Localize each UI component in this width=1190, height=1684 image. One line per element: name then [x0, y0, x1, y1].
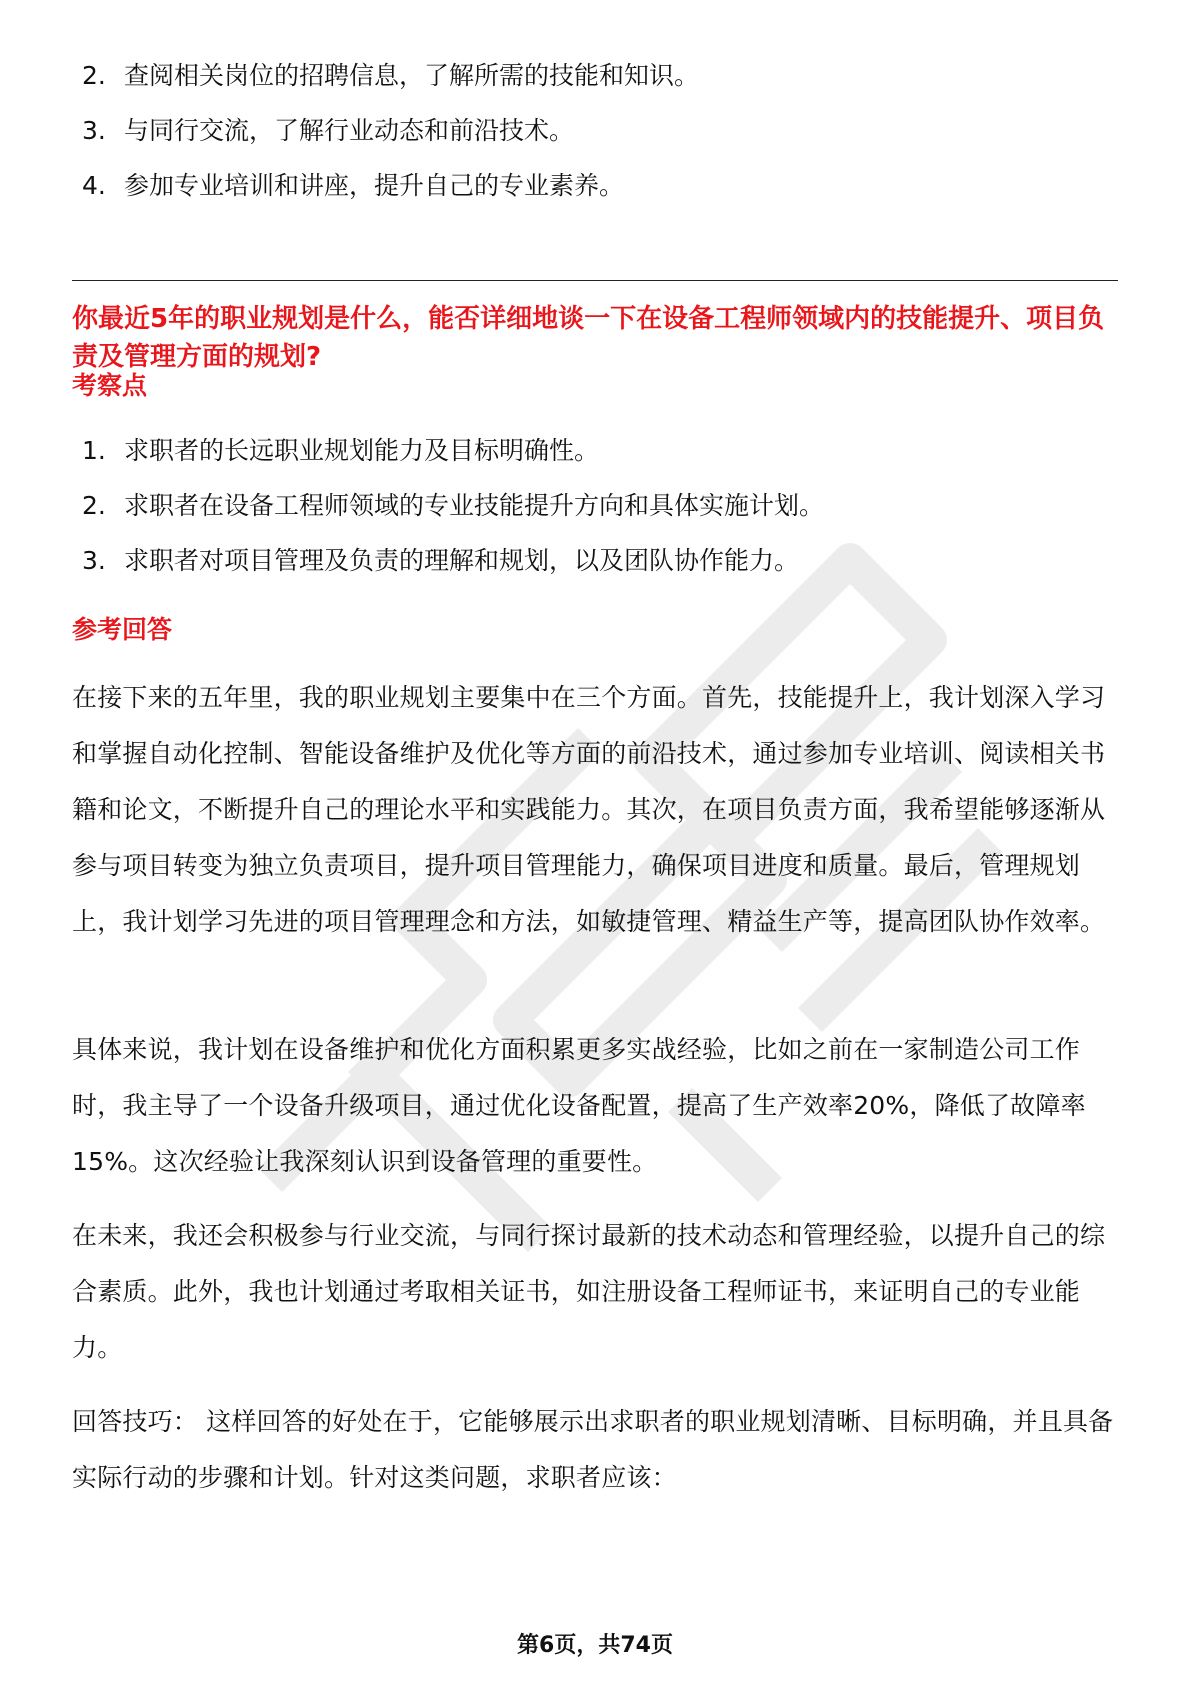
exam-points-heading: 考察点	[72, 371, 148, 400]
list-item-number: 4.	[82, 171, 106, 200]
answer-paragraph: 在接下来的五年里，我的职业规划主要集中在三个方面。首先，技能提升上，我计划深入学习和掌握自动化控制、智能设备维护及优化等方面的前沿技术，通过参加专业培训、阅读相关书籍和论文，不断提升自己的理论水平和实践能力。其次，在项目负责方面，我希望能够逐渐从参与项目转变为独立负责项目，提升项目管理能力，确保项目进度和质量。最后，管理规划上，我计划学习先进的项目管理理念和方法，如敏捷管理、精益生产等，提高团队协作效率。	[72, 683, 1106, 936]
list-item	[82, 113, 574, 149]
page-number-footer: 第6页，共74页	[517, 1633, 673, 1658]
list-item-number: 2.	[82, 491, 106, 520]
list-item-text: 求职者在设备工程师领域的专业技能提升方向和具体实施计划。	[124, 491, 825, 520]
list-item-text: 与同行交流，了解行业动态和前沿技术。	[124, 116, 575, 145]
interview-question: 你最近5年的职业规划是什么，能否详细地谈一下在设备工程师领域内的技能提升、项目负责及管理方面的规划?	[72, 304, 1105, 372]
list-item-text: 求职者对项目管理及负责的理解和规划，以及团队协作能力。	[124, 546, 800, 575]
list-item	[82, 58, 699, 94]
reference-answer-heading: 参考回答	[72, 615, 173, 644]
list-item-number: 1.	[82, 436, 106, 465]
answer-paragraph: 在未来，我还会积极参与行业交流，与同行探讨最新的技术动态和管理经验，以提升自己的综合素质。此外，我也计划通过考取相关证书，如注册设备工程师证书，来证明自己的专业能力。	[72, 1221, 1106, 1362]
list-item-number: 3.	[82, 116, 106, 145]
list-item-text: 求职者的长远职业规划能力及目标明确性。	[124, 436, 600, 465]
list-item-number: 3.	[82, 546, 106, 575]
list-item	[82, 168, 624, 204]
answer-tips-paragraph: 回答技巧： 这样回答的好处在于，它能够展示出求职者的职业规划清晰、目标明确，并且具备实际行动的步骤和计划。针对这类问题，求职者应该：	[72, 1407, 1114, 1492]
list-item-number: 2.	[82, 61, 106, 90]
answer-paragraph: 具体来说，我计划在设备维护和优化方面积累更多实战经验，比如之前在一家制造公司工作时，我主导了一个设备升级项目，通过优化设备配置，提高了生产效率20%，降低了故障率15%。这次经验让我深刻认识到设备管理的重要性。	[72, 1035, 1086, 1176]
list-item-text: 参加专业培训和讲座，提升自己的专业素养。	[124, 171, 625, 200]
section-divider	[72, 280, 1118, 281]
list-item	[82, 488, 824, 524]
list-item	[82, 433, 599, 469]
list-item-text: 查阅相关岗位的招聘信息，了解所需的技能和知识。	[124, 61, 700, 90]
list-item	[82, 543, 799, 579]
